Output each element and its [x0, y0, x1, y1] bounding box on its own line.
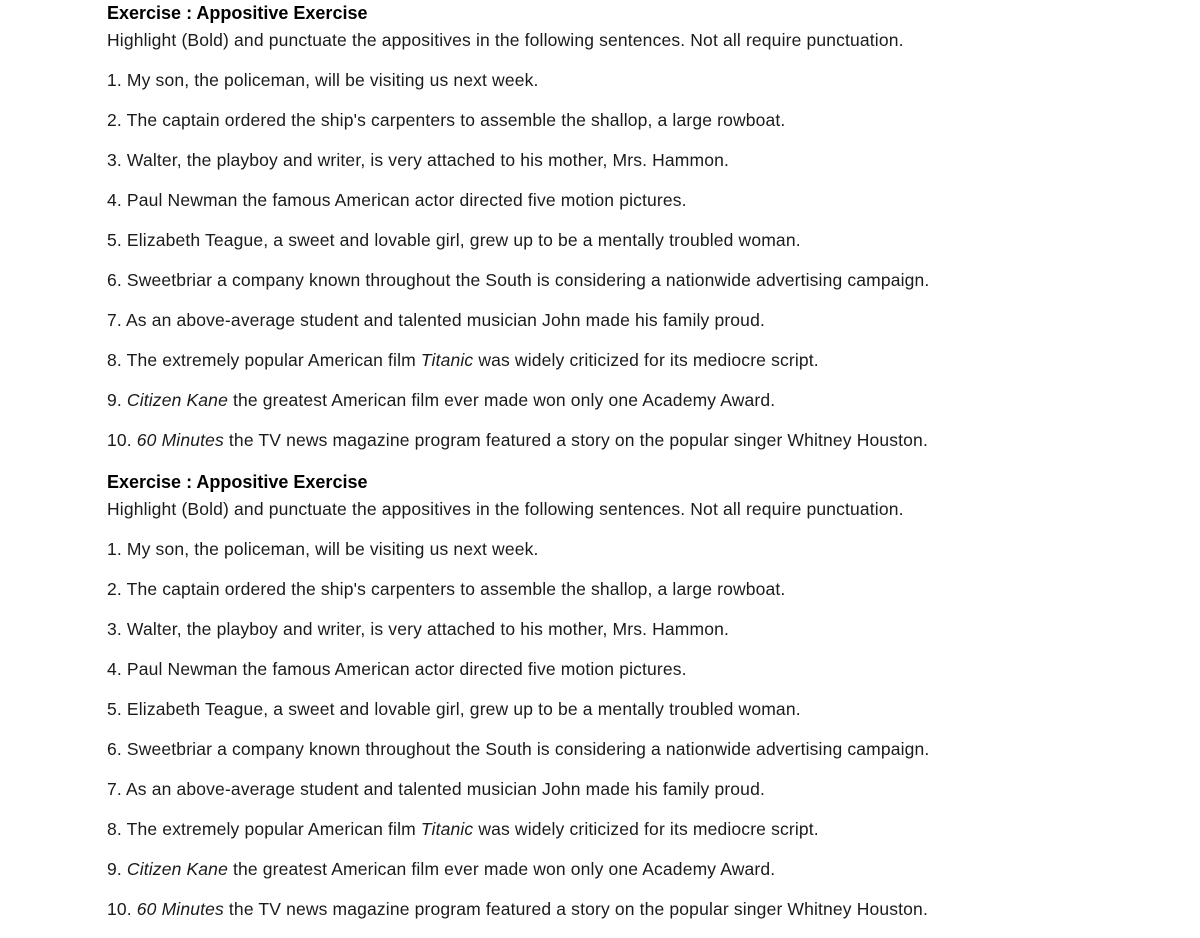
exercise-title: Exercise : Appositive Exercise — [107, 472, 368, 492]
item-number: 7. — [107, 779, 122, 799]
document-page — [107, 0, 1187, 938]
item-number: 10. — [107, 899, 132, 919]
item-number: 1. — [107, 539, 122, 559]
exercise-item — [107, 658, 1187, 698]
exercise-item — [107, 738, 1187, 778]
item-number: 5. — [107, 230, 122, 250]
item-number: 3. — [107, 619, 122, 639]
item-text-rest: was widely criticized for its mediocre script. — [473, 350, 819, 370]
exercise-instructions: Highlight (Bold) and punctuate the appositives in the following sentences. Not all require punctuation. — [107, 30, 904, 50]
exercise-item — [107, 818, 1187, 858]
exercise-item — [107, 429, 1187, 469]
item-text-rest: the greatest American film ever made won only one Academy Award. — [227, 859, 776, 879]
item-number: 4. — [107, 190, 122, 210]
exercise-item — [107, 109, 1187, 149]
item-text: The extremely popular American film — [126, 350, 421, 370]
item-text-rest: was widely criticized for its mediocre script. — [473, 819, 819, 839]
exercise-item — [107, 898, 1187, 938]
item-italic-title: Titanic — [420, 819, 474, 839]
item-number: 8. — [107, 819, 122, 839]
exercise-item — [107, 389, 1187, 429]
exercise-item — [107, 578, 1187, 618]
exercise-item — [107, 858, 1187, 898]
item-number: 4. — [107, 659, 122, 679]
item-text: Walter, the playboy and writer, is very attached to his mother, Mrs. Hammon. — [126, 150, 730, 170]
item-italic-title: 60 Minutes — [136, 899, 224, 919]
item-text: The captain ordered the ship's carpenters to assemble the shallop, a large rowboat. — [126, 110, 786, 130]
item-number: 5. — [107, 699, 122, 719]
item-number: 2. — [107, 579, 122, 599]
item-text: The captain ordered the ship's carpenters to assemble the shallop, a large rowboat. — [126, 579, 786, 599]
exercise-item — [107, 229, 1187, 269]
item-number: 9. — [107, 859, 122, 879]
item-number: 2. — [107, 110, 122, 130]
exercise-item — [107, 698, 1187, 738]
exercise-item — [107, 349, 1187, 389]
item-text: Paul Newman the famous American actor directed five motion pictures. — [126, 190, 687, 210]
exercise-item — [107, 269, 1187, 309]
item-italic-title: 60 Minutes — [136, 430, 224, 450]
exercise-item — [107, 149, 1187, 189]
item-italic-title: Citizen Kane — [126, 859, 228, 879]
exercise-item — [107, 538, 1187, 578]
item-text: Elizabeth Teague, a sweet and lovable girl, grew up to be a mentally troubled woman. — [126, 230, 801, 250]
item-number: 3. — [107, 150, 122, 170]
exercise-item — [107, 618, 1187, 658]
item-text: My son, the policeman, will be visiting us next week. — [126, 70, 539, 90]
item-text: Elizabeth Teague, a sweet and lovable girl, grew up to be a mentally troubled woman. — [126, 699, 801, 719]
exercise-item — [107, 189, 1187, 229]
exercise-block — [107, 469, 1187, 938]
item-text: As an above-average student and talented musician John made his family proud. — [125, 779, 765, 799]
exercise-item — [107, 778, 1187, 818]
item-text: Walter, the playboy and writer, is very attached to his mother, Mrs. Hammon. — [126, 619, 730, 639]
exercise-instructions: Highlight (Bold) and punctuate the appositives in the following sentences. Not all require punctuation. — [107, 499, 904, 519]
item-number: 1. — [107, 70, 122, 90]
exercise-item — [107, 309, 1187, 349]
item-text: As an above-average student and talented musician John made his family proud. — [125, 310, 765, 330]
item-text-rest: the TV news magazine program featured a story on the popular singer Whitney Houston. — [223, 430, 928, 450]
item-text-rest: the greatest American film ever made won only one Academy Award. — [227, 390, 776, 410]
item-text: The extremely popular American film — [126, 819, 421, 839]
item-text: Sweetbriar a company known throughout the South is considering a nationwide advertising campaign. — [126, 270, 930, 290]
item-number: 8. — [107, 350, 122, 370]
item-italic-title: Titanic — [420, 350, 474, 370]
item-text: Sweetbriar a company known throughout the South is considering a nationwide advertising campaign. — [126, 739, 930, 759]
item-text: My son, the policeman, will be visiting us next week. — [126, 539, 539, 559]
item-number: 6. — [107, 270, 122, 290]
item-italic-title: Citizen Kane — [126, 390, 228, 410]
item-text: Paul Newman the famous American actor directed five motion pictures. — [126, 659, 687, 679]
exercise-item — [107, 69, 1187, 109]
item-text-rest: the TV news magazine program featured a story on the popular singer Whitney Houston. — [223, 899, 928, 919]
item-number: 9. — [107, 390, 122, 410]
exercise-title: Exercise : Appositive Exercise — [107, 3, 368, 23]
exercise-block — [107, 0, 1187, 469]
item-number: 7. — [107, 310, 122, 330]
item-number: 6. — [107, 739, 122, 759]
item-number: 10. — [107, 430, 132, 450]
